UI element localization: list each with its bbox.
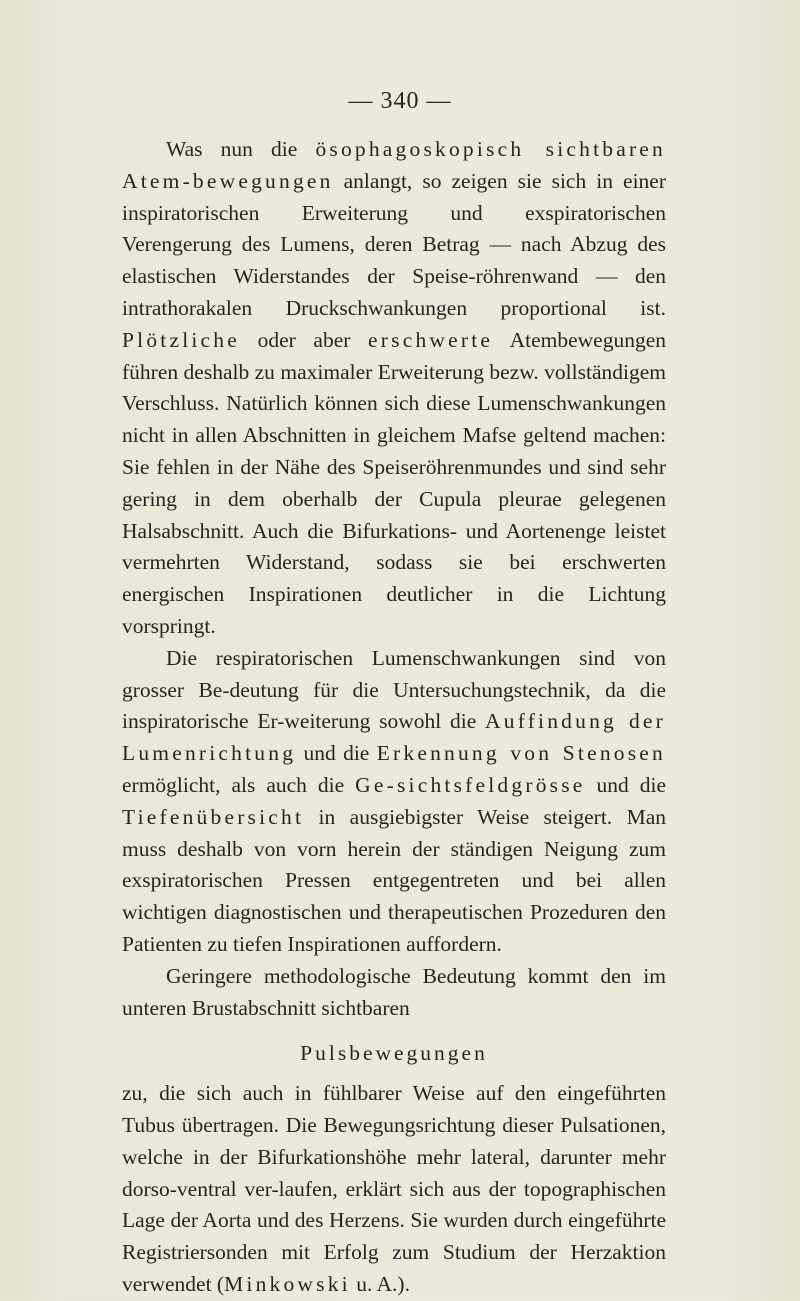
p2-spaced-1: Auffindung der Lumenrichtung	[122, 709, 667, 766]
p4-text-2: u. A.).	[350, 1271, 410, 1296]
p4-spaced-1: Minkowski	[224, 1271, 351, 1296]
paragraph-pulsationen	[122, 1078, 666, 1301]
p1-spaced-3: erschwerte	[368, 327, 494, 352]
p1-text-1: Was nun die	[166, 137, 316, 161]
p2-text-1: Die respiratorischen Lumenschwankungen sind von grosser Be-deutung für die Untersuchungstechnik, da die inspiratorische Er-weiterung sowohl die	[122, 645, 666, 734]
p1-text-4: Atembewegungen führen deshalb zu maximaler Erweiterung bezw. vollständigem Verschluss. Natürlich können sich diese Lumenschwankungen nicht in allen Abschnitten in gleichem Mafse geltend machen: Sie fehlen in der Nähe des Speiseröhrenmundes und sind sehr gering in dem oberhalb der Cupula pleurae gelegenen Halsabschnitt. Auch die Bifurkations- und Aortenenge leistet vermehrten Widerstand, sodass sie bei erschwerten energischen Inspirationen deutlicher in die Lichtung vorspringt.	[122, 327, 666, 638]
text-body	[122, 134, 666, 1301]
p1-spaced-2: Plötzliche	[122, 327, 240, 352]
page-number: — 340 —	[348, 88, 452, 114]
p4-text-1: zu, die sich auch in fühlbarer Weise auf den eingeführten Tubus übertragen. Die Bewegungsrichtung dieser Pulsationen, welche in der Bifurkationshöhe mehr lateral, darunter mehr dorso-ventral ver-laufen, erklärt sich aus der topographischen Lage der Aorta und des Herzens. Sie wurden durch eingeführte Registriersonden mit Erfolg zum Studium der Herzaktion verwendet (	[122, 1081, 666, 1296]
p2-spaced-2: Erkennung von Stenosen	[376, 741, 666, 766]
p2-text-5: in ausgiebigster Weise steigert. Man muss deshalb von vorn herein der ständigen Neigung zum exspiratorischen Pressen entgegentreten und bei allen wichtigen diagnostischen und therapeutischen Prozeduren den Patienten zu tiefen Inspirationen auffordern.	[122, 804, 666, 956]
p2-text-2: und die	[296, 741, 377, 766]
paragraph-atembewegungen	[122, 134, 666, 643]
paragraph-geringere: Geringere methodologische Bedeutung kommt den im unteren Brustabschnitt sichtbaren	[122, 963, 666, 1020]
p2-spaced-4: Tiefenübersicht	[122, 804, 305, 829]
p1-text-2: anlangt, so zeigen sie sich in einer inspiratorischen Erweiterung und exspiratorischen Verengerung des Lumens, deren Betrag — nach Abzug des elastischen Widerstandes der Speise-röhrenwand — den intrathorakalen Druckschwankungen proportional ist.	[122, 168, 666, 320]
p2-text-4: und die	[585, 772, 666, 797]
section-heading-pulsbewegungen: Pulsbewegungen	[300, 1041, 488, 1066]
paragraph-lumenschwankungen	[122, 643, 666, 961]
p2-text-3: ermöglicht, als auch die	[122, 772, 356, 797]
p2-spaced-3: Ge-sichtsfeldgrösse	[355, 772, 586, 797]
p1-text-3: oder aber	[239, 327, 369, 352]
p1-spaced-1: ösophagoskopisch sichtbaren Atem-bewegungen	[122, 137, 666, 193]
